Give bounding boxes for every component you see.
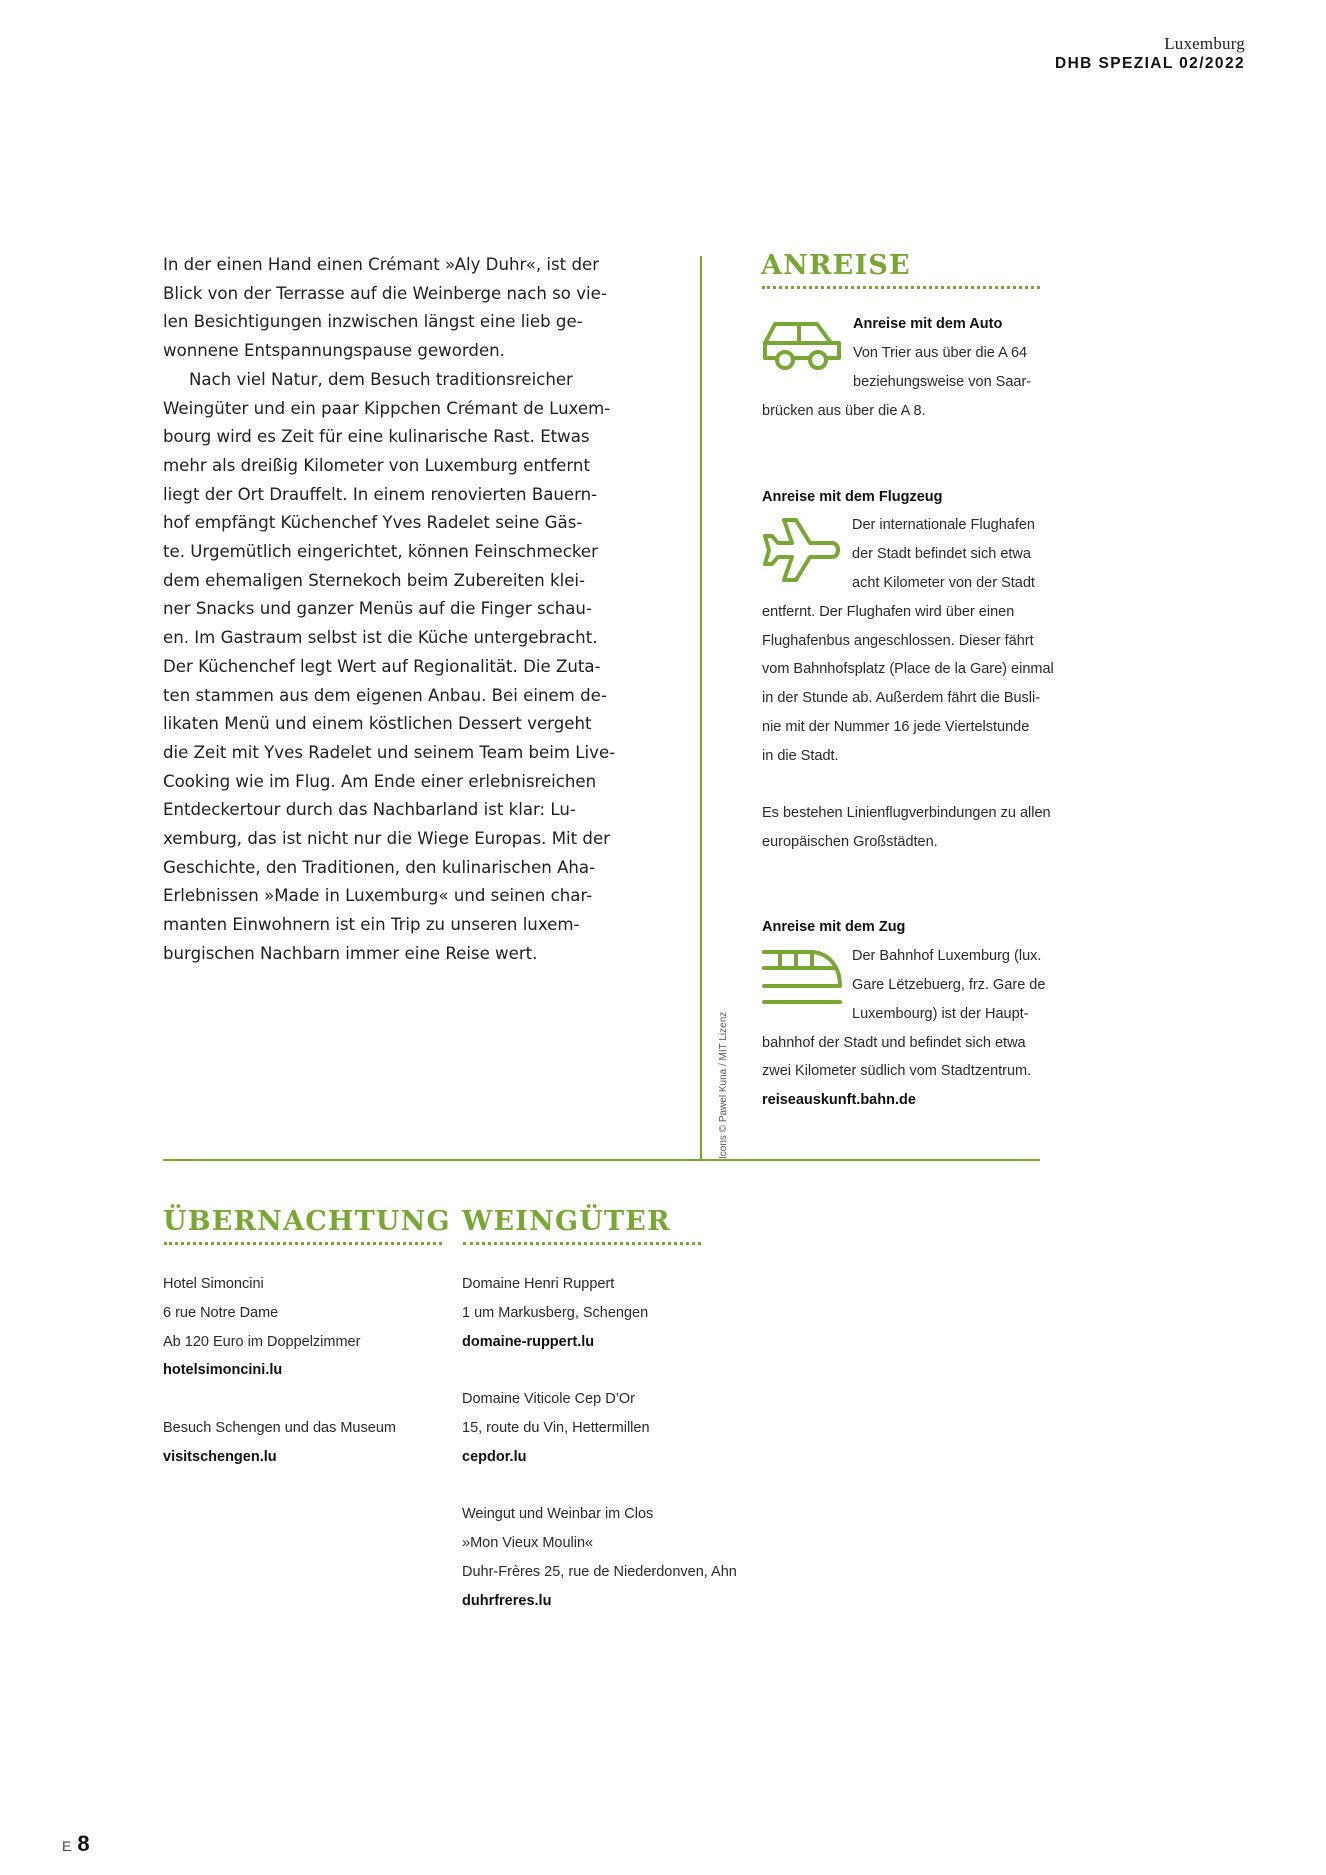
article-line: en. Im Gastraum selbst ist die Küche untergebracht. (163, 628, 598, 648)
zug-text-line: Gare Lëtzebuerg, frz. Gare de (852, 977, 1046, 993)
page-header (1055, 34, 1245, 73)
article-line: wonnene Entspannungspause geworden. (163, 341, 505, 361)
flugzeug-text-line: der Stadt befindet sich etwa (852, 546, 1031, 562)
winery-link[interactable]: duhrfreres.lu (462, 1593, 552, 1609)
section-divider (163, 1159, 1040, 1161)
auto-text-line: Von Trier aus über die A 64 (853, 345, 1028, 361)
article-line: te. Urgemütlich eingerichtet, können Feinschmecker (163, 542, 598, 562)
article-line: ten stammen aus dem eigenen Anbau. Bei einem de- (163, 685, 607, 705)
zug-text-line: Luxembourg) ist der Haupt- (852, 1006, 1029, 1022)
article-body (163, 251, 648, 969)
header-issue: DHB SPEZIAL 02/2022 (1055, 55, 1245, 72)
flugzeug-text-line: in der Stunde ab. Außerdem fährt die Busli- (762, 690, 1041, 706)
flugzeug-text-line: nie mit der Nummer 16 jede Viertelstunde (762, 719, 1030, 735)
edition-marker: E (62, 1838, 72, 1854)
zug-text-line: bahnhof der Stadt und befindet sich etwa (762, 1035, 1026, 1051)
hotel-line: Hotel Simoncini (163, 1276, 264, 1292)
auto-text-line: beziehungsweise von Saar- (853, 374, 1032, 390)
flugzeug-text-line: vom Bahnhofsplatz (Place de la Gare) einmal (762, 661, 1054, 677)
article-line: Der Küchenchef legt Wert auf Regionalität. Die Zuta- (163, 656, 601, 676)
article-line: Nach viel Natur, dem Besuch traditionsreicher (189, 369, 573, 389)
hotel-line: 6 rue Notre Dame (163, 1305, 279, 1321)
article-line: manten Einwohnern ist ein Trip zu unseren luxem- (163, 915, 580, 935)
bahn-link[interactable]: reiseauskunft.bahn.de (762, 1092, 916, 1108)
article-line: Entdeckertour durch das Nachbarland ist klar: Lu- (163, 800, 576, 820)
winery-link[interactable]: domaine-ruppert.lu (462, 1334, 595, 1350)
article-line: In der einen Hand einen Crémant »Aly Duhr«, ist der (163, 255, 600, 274)
uebernachtung-dotted-rule (164, 1242, 442, 1245)
article-line: Weingüter und ein paar Kippchen Crémant de Luxem- (163, 398, 611, 418)
winery-line: Weingut und Weinbar im Clos (462, 1506, 654, 1522)
flugzeug-text-line: Der internationale Flughafen (852, 517, 1035, 533)
article-line: Blick von der Terrasse auf die Weinberge nach so vie- (163, 283, 607, 303)
article-line: hof empfängt Küchenchef Yves Radelet seine Gäs- (163, 513, 583, 533)
article-line: len Besichtigungen inzwischen längst eine lieb ge- (163, 312, 583, 332)
article-line: dem ehemaligen Sternekoch beim Zubereiten klei- (163, 570, 586, 590)
car-icon (761, 316, 843, 374)
anreise-title: ANREISE (761, 250, 911, 281)
article-line: mehr als dreißig Kilometer von Luxemburg entfernt (163, 455, 590, 475)
winery-line: Domaine Viticole Cep D’Or (462, 1391, 635, 1407)
flugzeug-text-line: in die Stadt. (762, 748, 839, 764)
article-line: Geschichte, den Traditionen, den kulinarischen Aha- (163, 857, 596, 877)
flugzeug-note-line: europäischen Großstädten. (762, 834, 938, 850)
winery-line: Duhr-Frères 25, rue de Niederdonven, Ahn (462, 1564, 737, 1580)
uebernachtung-title: ÜBERNACHTUNG (163, 1206, 451, 1237)
train-icon (762, 948, 844, 1008)
flugzeug-text-line: Flughafenbus angeschlossen. Dieser fährt (762, 633, 1034, 649)
column-divider (700, 256, 702, 1160)
zug-text-line: Der Bahnhof Luxemburg (lux. (852, 948, 1042, 964)
article-line: Cooking wie im Flug. Am Ende einer erlebnisreichen (163, 771, 597, 791)
article-line: die Zeit mit Yves Radelet und seinem Team beim Live- (163, 742, 616, 762)
winery-line: »Mon Vieux Moulin« (462, 1535, 594, 1551)
museum-link[interactable]: visitschengen.lu (163, 1449, 277, 1465)
winery-line: 1 um Markusberg, Schengen (462, 1305, 649, 1321)
flugzeug-note-line: Es bestehen Linienflugverbindungen zu allen (762, 805, 1051, 821)
header-topic: Luxemburg (1164, 34, 1245, 53)
zug-text-line: zwei Kilometer südlich vom Stadtzentrum. (762, 1063, 1032, 1079)
flugzeug-heading: Anreise mit dem Flugzeug (762, 489, 943, 505)
article-line: likaten Menü und einem köstlichen Dessert vergeht (163, 714, 592, 734)
plane-icon (762, 516, 842, 586)
article-line: ner Snacks und ganzer Menüs auf die Finger schau- (163, 599, 592, 619)
icon-credit: Icons © Pawel Kuna / MIT Lizenz (718, 1011, 729, 1159)
anreise-dotted-rule (762, 286, 1040, 289)
article-line: xemburg, das ist nicht nur die Wiege Europas. Mit der (163, 829, 610, 849)
article-line: liegt der Ort Drauffelt. In einem renovierten Bauern- (163, 484, 598, 504)
flugzeug-text-line: acht Kilometer von der Stadt (852, 575, 1035, 591)
weingueter-dotted-rule (463, 1242, 701, 1245)
weingueter-title: WEINGÜTER (462, 1206, 671, 1237)
hotel-link[interactable]: hotelsimoncini.lu (163, 1362, 283, 1378)
museum-text: Besuch Schengen und das Museum (163, 1420, 396, 1436)
article-line: bourg wird es Zeit für eine kulinarische Rast. Etwas (163, 427, 590, 447)
article-line: Erlebnissen »Made in Luxemburg« und seinen char- (163, 886, 593, 906)
winery-link[interactable]: cepdor.lu (462, 1449, 527, 1465)
winery-line: Domaine Henri Ruppert (462, 1276, 615, 1292)
flugzeug-text-line: entfernt. Der Flughafen wird über einen (762, 604, 1015, 620)
article-line: burgischen Nachbarn immer eine Reise wert. (163, 943, 538, 963)
auto-text-line: brücken aus über die A 8. (762, 403, 926, 419)
page-number (62, 1831, 90, 1857)
winery-line: 15, route du Vin, Hettermillen (462, 1420, 650, 1436)
page-number-value: 8 (77, 1831, 90, 1856)
hotel-line: Ab 120 Euro im Doppelzimmer (163, 1334, 361, 1350)
zug-heading: Anreise mit dem Zug (762, 919, 906, 935)
auto-heading: Anreise mit dem Auto (853, 316, 1003, 332)
